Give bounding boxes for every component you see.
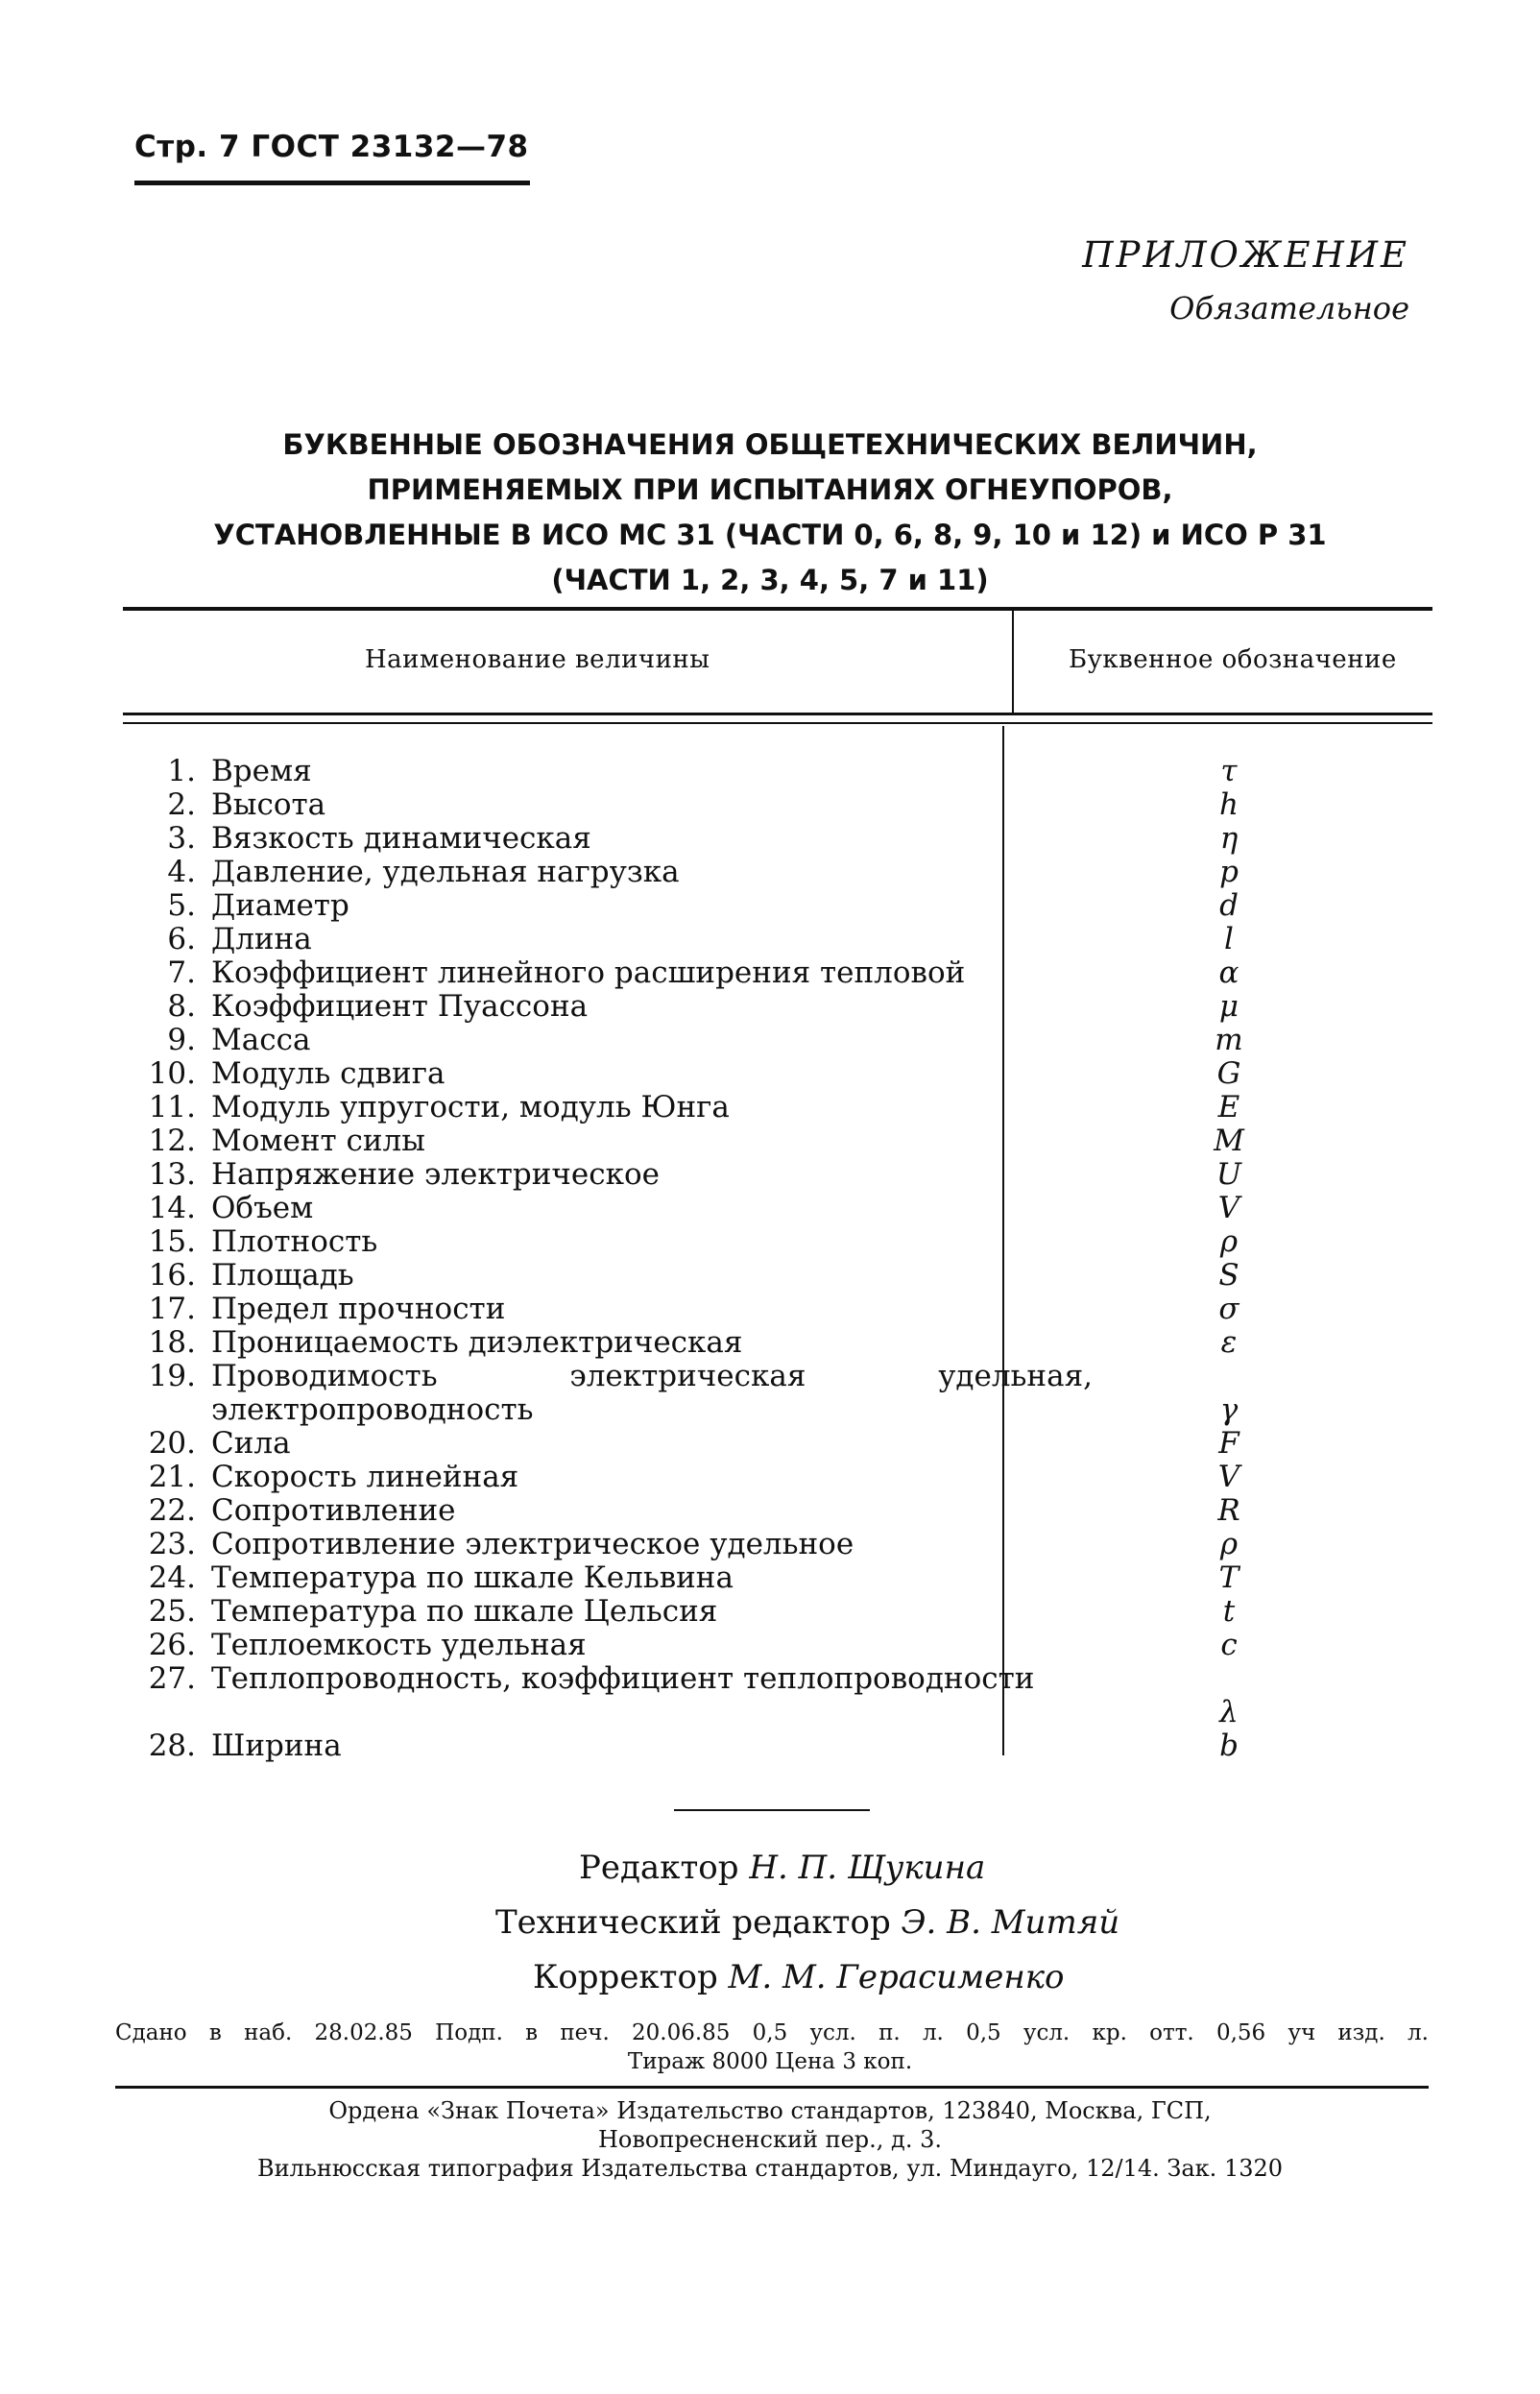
- title-line: БУКВЕННЫЕ ОБОЗНАЧЕНИЯ ОБЩЕТЕХНИЧЕСКИХ ВЕЛИЧИН,: [282, 428, 1258, 461]
- column-header-name: Наименование величины: [365, 645, 710, 674]
- imprint-token: л.: [1408, 2020, 1429, 2045]
- table-row: [115, 1091, 1498, 1124]
- quantity-symbol: R: [1217, 1493, 1240, 1528]
- row-number: 25.: [148, 1594, 196, 1629]
- table-row: [115, 1326, 1498, 1360]
- table-row: [115, 856, 1498, 889]
- imprint-token: 0,5: [752, 2020, 788, 2045]
- credit-person: Э. В. Митяй: [901, 1903, 1120, 1942]
- row-number: 4.: [167, 855, 196, 889]
- credit-role: Технический редактор: [495, 1903, 891, 1942]
- row-number: 14.: [148, 1191, 196, 1225]
- table-row: [115, 1561, 1498, 1595]
- imprint-token: Подп.: [435, 2020, 503, 2045]
- quantity-symbol: η: [1219, 821, 1239, 856]
- table-header-rule-thin: [123, 722, 1432, 724]
- row-number: 22.: [148, 1493, 196, 1528]
- quantity-symbol: F: [1218, 1426, 1239, 1461]
- table-header-rule: [123, 713, 1432, 715]
- running-head-rule: [134, 181, 530, 185]
- quantity-symbol: τ: [1220, 754, 1238, 788]
- row-number: 8.: [167, 989, 196, 1024]
- quantity-symbol: t: [1222, 1594, 1236, 1629]
- quantity-name: Плотность: [211, 1224, 378, 1259]
- quantity-name: Площадь: [211, 1258, 354, 1293]
- quantity-name: Модуль сдвига: [211, 1056, 445, 1091]
- row-number: 24.: [148, 1560, 196, 1595]
- quantity-symbol: V: [1217, 1460, 1240, 1494]
- credit-technical-editor: [495, 1903, 1119, 1942]
- quantity-symbol: G: [1216, 1056, 1241, 1091]
- quantity-symbol: h: [1219, 787, 1239, 822]
- imprint-token: усл.: [809, 2020, 856, 2045]
- row-number: 12.: [148, 1124, 196, 1158]
- imprint-token: 0,5: [966, 2020, 1001, 2045]
- table-row: [115, 1427, 1498, 1461]
- row-number: 18.: [148, 1325, 196, 1360]
- quantity-name: Сопротивление: [211, 1493, 456, 1528]
- quantity-symbol: γ: [1219, 1392, 1239, 1427]
- quantity-name: Давление, удельная нагрузка: [211, 855, 680, 889]
- row-number: 5.: [167, 888, 196, 923]
- quantity-name: Предел прочности: [211, 1292, 506, 1326]
- row-number: 16.: [148, 1258, 196, 1293]
- quantity-symbol: E: [1217, 1090, 1240, 1124]
- row-number: 3.: [167, 821, 196, 856]
- quantity-symbol: μ: [1218, 989, 1239, 1024]
- table-row: [115, 956, 1498, 990]
- quantity-name: Проницаемость диэлектрическая: [211, 1325, 743, 1360]
- row-number: 2.: [167, 787, 196, 822]
- quantity-name: Объем: [211, 1191, 314, 1225]
- quantity-name: Сила: [211, 1426, 291, 1461]
- table-row: [115, 1629, 1498, 1662]
- quantity-name: Сопротивление электрическое удельное: [211, 1527, 854, 1561]
- row-number: 15.: [148, 1224, 196, 1259]
- table-row: [115, 990, 1498, 1024]
- imprint-rule: [115, 2086, 1429, 2089]
- row-number: 26.: [148, 1628, 196, 1662]
- credit-role: Корректор: [533, 1958, 718, 1996]
- publisher-line: Ордена «Знак Почета» Издательство стандартов, 123840, Москва, ГСП,: [328, 2097, 1212, 2124]
- quantity-symbol: S: [1218, 1258, 1239, 1293]
- quantity-name: Вязкость динамическая: [211, 821, 591, 856]
- quantity-symbol: ε: [1220, 1325, 1238, 1360]
- printer-line: Вильнюсская типография Издательства стандартов, ул. Миндауго, 12/14. Зак. 1320: [256, 2155, 1284, 2182]
- row-number: 6.: [167, 922, 196, 956]
- quantity-name: Температура по шкале Кельвина: [211, 1560, 734, 1595]
- quantity-symbol: ρ: [1219, 1527, 1239, 1561]
- credit-editor: [579, 1849, 985, 1887]
- table-row: [115, 1057, 1498, 1091]
- title-line: (ЧАСТИ 1, 2, 3, 4, 5, 7 и 11): [551, 564, 989, 596]
- row-number: 21.: [148, 1460, 196, 1494]
- credit-role: Редактор: [579, 1849, 739, 1887]
- row-number: 9.: [167, 1023, 196, 1057]
- imprint-line-2: Тираж 8000 Цена 3 коп.: [627, 2049, 913, 2074]
- quantity-name: Ширина: [211, 1729, 342, 1763]
- credit-person: Н. П. Щукина: [749, 1849, 986, 1887]
- table-row: [115, 1259, 1498, 1293]
- table-row: [115, 1729, 1498, 1763]
- quantity-name: Высота: [211, 787, 326, 822]
- quantity-name: Время: [211, 754, 312, 788]
- quantity-symbol: M: [1214, 1124, 1244, 1158]
- row-number: 7.: [167, 955, 196, 990]
- table-row: [115, 1595, 1498, 1629]
- quantity-name: Модуль упругости, модуль Юнга: [211, 1090, 730, 1124]
- imprint-token: в: [208, 2020, 222, 2045]
- quantity-name: Коэффициент линейного расширения тепловой: [211, 955, 966, 990]
- quantity-name: Проводимость электрическая удельная, электропроводность: [211, 1359, 1093, 1427]
- table-row: [115, 1293, 1498, 1326]
- table-row: [115, 755, 1498, 788]
- table-row: [115, 788, 1498, 822]
- quantity-symbol: V: [1217, 1191, 1240, 1225]
- table-row: [115, 1528, 1498, 1561]
- imprint-line-1: [115, 2020, 1429, 2045]
- quantity-symbol: c: [1220, 1628, 1238, 1662]
- table-row: [115, 923, 1498, 956]
- quantity-name: Теплоемкость удельная: [211, 1628, 587, 1662]
- table-row: [115, 1662, 1498, 1729]
- imprint-token: 0,56: [1215, 2020, 1266, 2045]
- table-row: [115, 1124, 1498, 1158]
- imprint-token: уч: [1287, 2020, 1316, 2045]
- quantity-name: Скорость линейная: [211, 1460, 519, 1494]
- quantity-symbol: ρ: [1219, 1224, 1239, 1259]
- title-line: ПРИМЕНЯЕМЫХ ПРИ ИСПЫТАНИЯХ ОГНЕУПОРОВ,: [367, 473, 1173, 506]
- table-row: [115, 1192, 1498, 1225]
- quantity-symbol: m: [1215, 1023, 1243, 1057]
- imprint-token: печ.: [560, 2020, 610, 2045]
- column-header-symbol: Буквенное обозначение: [1069, 645, 1397, 674]
- table-row: [115, 1158, 1498, 1192]
- quantity-name: Напряжение электрическое: [211, 1157, 660, 1192]
- table-row: [115, 822, 1498, 856]
- quantity-symbol: b: [1219, 1729, 1239, 1763]
- appendix-title: ПРИЛОЖЕНИЕ: [1082, 234, 1409, 276]
- quantity-symbol: T: [1218, 1560, 1239, 1595]
- table-top-rule: [123, 607, 1432, 611]
- quantity-name: Теплопроводность, коэффициент теплопроводности: [211, 1661, 1035, 1696]
- imprint-token: 20.06.85: [632, 2020, 731, 2045]
- row-number: 1.: [167, 754, 196, 788]
- document-title: [115, 423, 1425, 603]
- row-number: 20.: [148, 1426, 196, 1461]
- table-body: [115, 755, 1498, 1763]
- imprint-token: изд.: [1337, 2020, 1385, 2045]
- quantity-name: Длина: [211, 922, 312, 956]
- quantity-name: Коэффициент Пуассона: [211, 989, 589, 1024]
- imprint-token: усл.: [1023, 2020, 1071, 2045]
- running-head: Стр. 7 ГОСТ 23132—78: [134, 130, 529, 164]
- row-number: 19.: [148, 1359, 196, 1393]
- row-number: 28.: [148, 1729, 196, 1763]
- table-row: [115, 1360, 1498, 1427]
- table-row: [115, 889, 1498, 923]
- title-line: УСТАНОВЛЕННЫЕ В ИСО МС 31 (ЧАСТИ 0, 6, 8, 9, 10 и 12) и ИСО Р 31: [213, 519, 1327, 551]
- appendix-subtitle: Обязательное: [1169, 290, 1409, 326]
- row-number: 13.: [148, 1157, 196, 1192]
- row-number: 10.: [148, 1056, 196, 1091]
- quantity-symbol: d: [1219, 888, 1239, 923]
- row-number: 11.: [148, 1090, 196, 1124]
- table-row: [115, 1225, 1498, 1259]
- quantity-symbol: p: [1219, 855, 1239, 889]
- credit-person: М. М. Герасименко: [728, 1958, 1065, 1996]
- quantity-symbol: l: [1224, 922, 1234, 956]
- publisher-address: Новопресненский пер., д. 3.: [598, 2126, 942, 2153]
- credit-corrector: [533, 1958, 1065, 1996]
- imprint-token: л.: [922, 2020, 944, 2045]
- quantity-symbol: λ: [1219, 1695, 1239, 1729]
- imprint-token: отт.: [1149, 2020, 1194, 2045]
- imprint-token: 28.02.85: [314, 2020, 413, 2045]
- row-number: 27.: [148, 1661, 196, 1696]
- table-row: [115, 1461, 1498, 1494]
- quantity-symbol: α: [1218, 955, 1239, 990]
- table-row: [115, 1024, 1498, 1057]
- imprint-token: Сдано: [115, 2020, 187, 2045]
- imprint-token: наб.: [244, 2020, 293, 2045]
- section-divider: [674, 1809, 870, 1811]
- quantity-symbol: U: [1215, 1157, 1242, 1192]
- row-number: 23.: [148, 1527, 196, 1561]
- table-row: [115, 1494, 1498, 1528]
- quantity-name: Диаметр: [211, 888, 349, 923]
- quantity-symbol: σ: [1218, 1292, 1239, 1326]
- quantity-name: Масса: [211, 1023, 311, 1057]
- imprint-token: кр.: [1092, 2020, 1127, 2045]
- imprint-token: в: [525, 2020, 539, 2045]
- quantity-name: Момент силы: [211, 1124, 425, 1158]
- table-column-divider: [1012, 611, 1014, 713]
- quantity-name: Температура по шкале Цельсия: [211, 1594, 718, 1629]
- row-number: 17.: [148, 1292, 196, 1326]
- imprint-token: п.: [878, 2020, 901, 2045]
